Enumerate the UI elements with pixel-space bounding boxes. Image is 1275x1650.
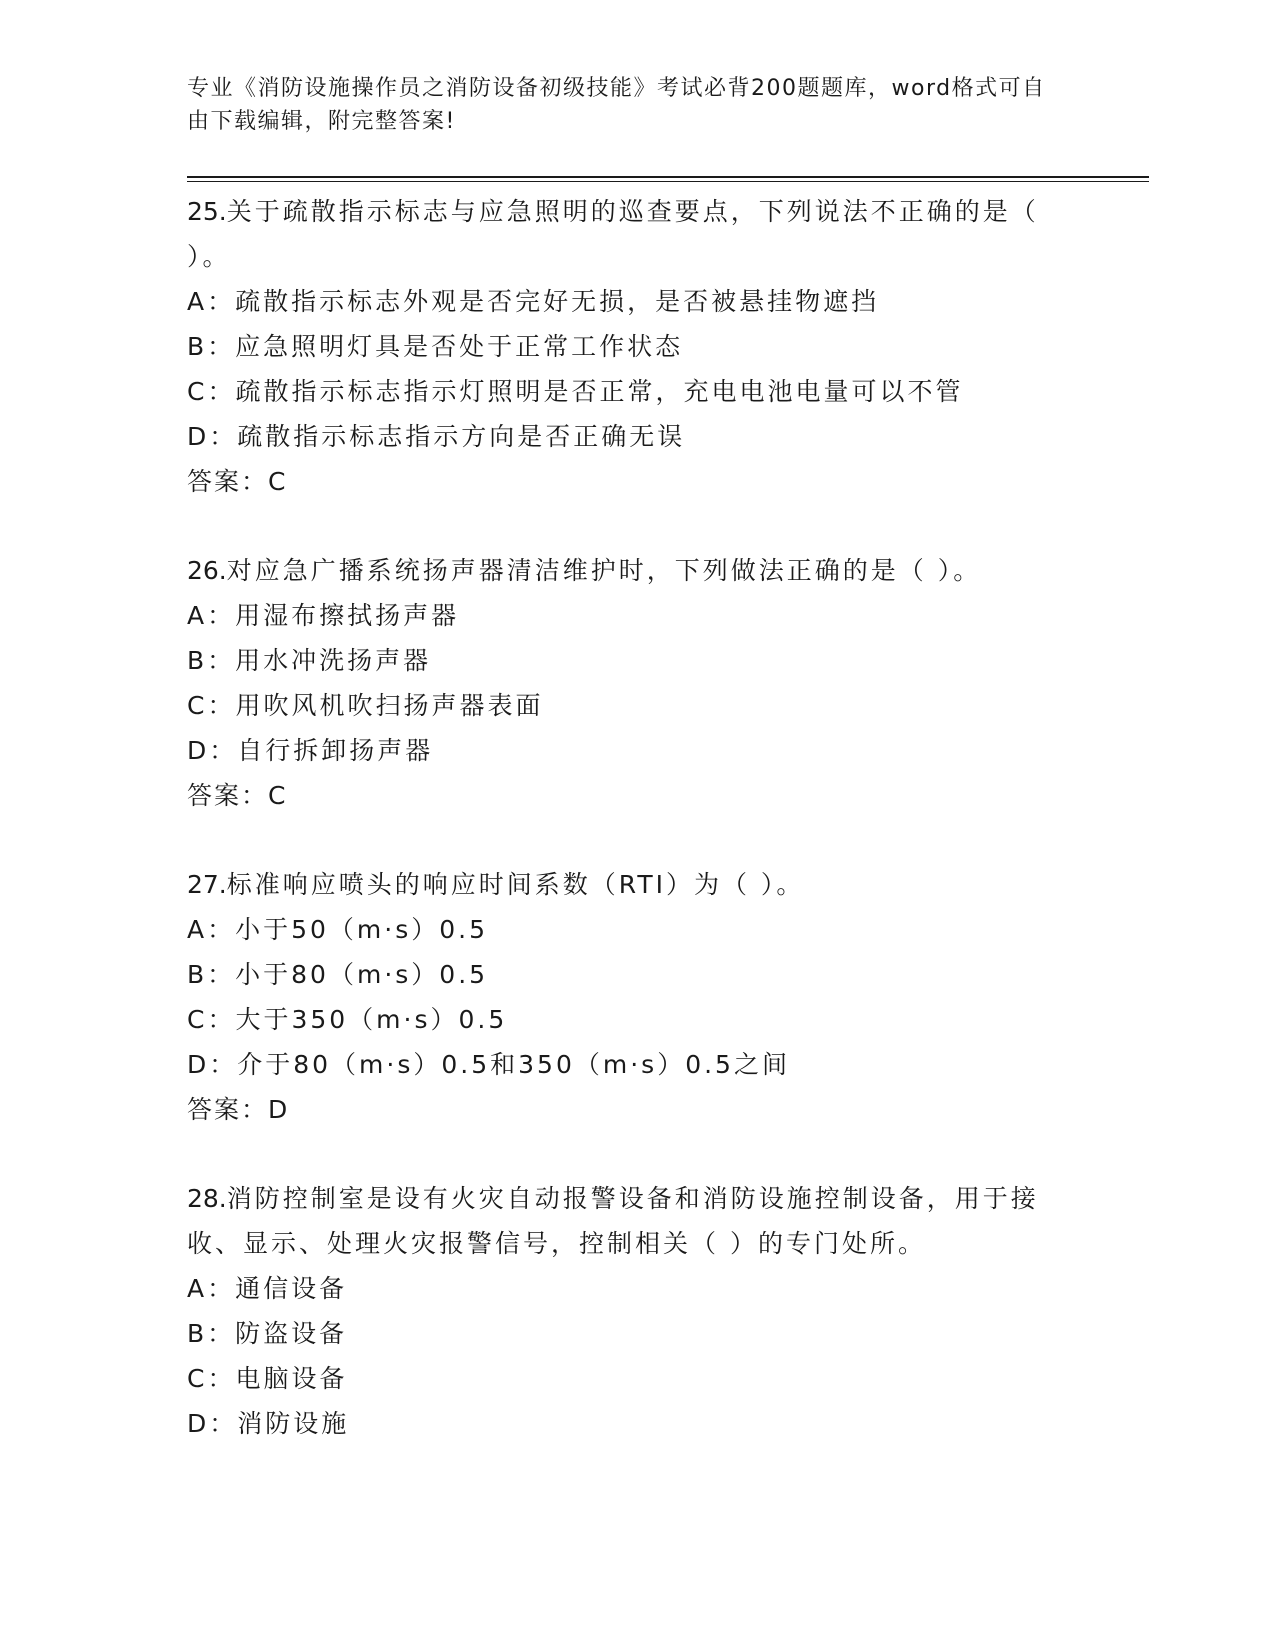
- question-27: [187, 862, 1087, 1132]
- question-26: [187, 548, 1087, 818]
- question-stem: [187, 1176, 1087, 1266]
- option-b: B：应急照明灯具是否处于正常工作状态: [187, 332, 684, 361]
- question-list: [187, 189, 1087, 1490]
- option-a: A：疏散指示标志外观是否完好无损，是否被悬挂物遮挡: [187, 287, 880, 316]
- question-text: 标准响应喷头的响应时间系数（RTI）为（ ）。: [226, 870, 805, 899]
- option-c: C：大于350（m·s）0.5: [187, 1005, 508, 1034]
- question-stem: [187, 548, 1087, 593]
- question-text: 关于疏散指示标志与应急照明的巡查要点，下列说法不正确的是（ ）。: [187, 197, 1039, 271]
- header-text: 专业《消防设施操作员之消防设备初级技能》考试必背200题题库，word格式可自由下载编辑，附完整答案!: [187, 76, 1046, 134]
- answer: 答案：D: [187, 1095, 290, 1124]
- question-number: 26.: [187, 556, 227, 585]
- option-b: B：防盗设备: [187, 1319, 348, 1348]
- option-d: D：介于80（m·s）0.5和350（m·s）0.5之间: [187, 1050, 790, 1079]
- question-stem: [187, 189, 1087, 279]
- option-b: B：小于80（m·s）0.5: [187, 960, 489, 989]
- question-text: 消防控制室是设有火灾自动报警设备和消防设施控制设备，用于接收、显示、处理火灾报警信号，控制相关（ ）的专门处所。: [187, 1184, 1039, 1258]
- question-number: 25.: [187, 197, 227, 226]
- option-c: C：电脑设备: [187, 1364, 348, 1393]
- option-c: C：用吹风机吹扫扬声器表面: [187, 691, 544, 720]
- option-b: B：用水冲洗扬声器: [187, 646, 432, 675]
- option-c: C：疏散指示标志指示灯照明是否正常，充电电池电量可以不管: [187, 377, 964, 406]
- question-25: [187, 189, 1087, 504]
- option-d: D：消防设施: [187, 1409, 350, 1438]
- question-number: 27.: [187, 870, 227, 899]
- page-header: [187, 72, 1067, 138]
- option-a: A：用湿布擦拭扬声器: [187, 601, 460, 630]
- option-a: A：通信设备: [187, 1274, 348, 1303]
- option-a: A：小于50（m·s）0.5: [187, 915, 488, 944]
- question-28: [187, 1176, 1087, 1446]
- question-text: 对应急广播系统扬声器清洁维护时，下列做法正确的是（ ）。: [226, 556, 982, 585]
- option-d: D：疏散指示标志指示方向是否正确无误: [187, 422, 686, 451]
- question-number: 28.: [187, 1184, 227, 1213]
- answer: 答案：C: [187, 467, 288, 496]
- option-d: D：自行拆卸扬声器: [187, 736, 434, 765]
- header-divider: [187, 176, 1149, 182]
- question-stem: [187, 862, 1087, 907]
- answer: 答案：C: [187, 781, 288, 810]
